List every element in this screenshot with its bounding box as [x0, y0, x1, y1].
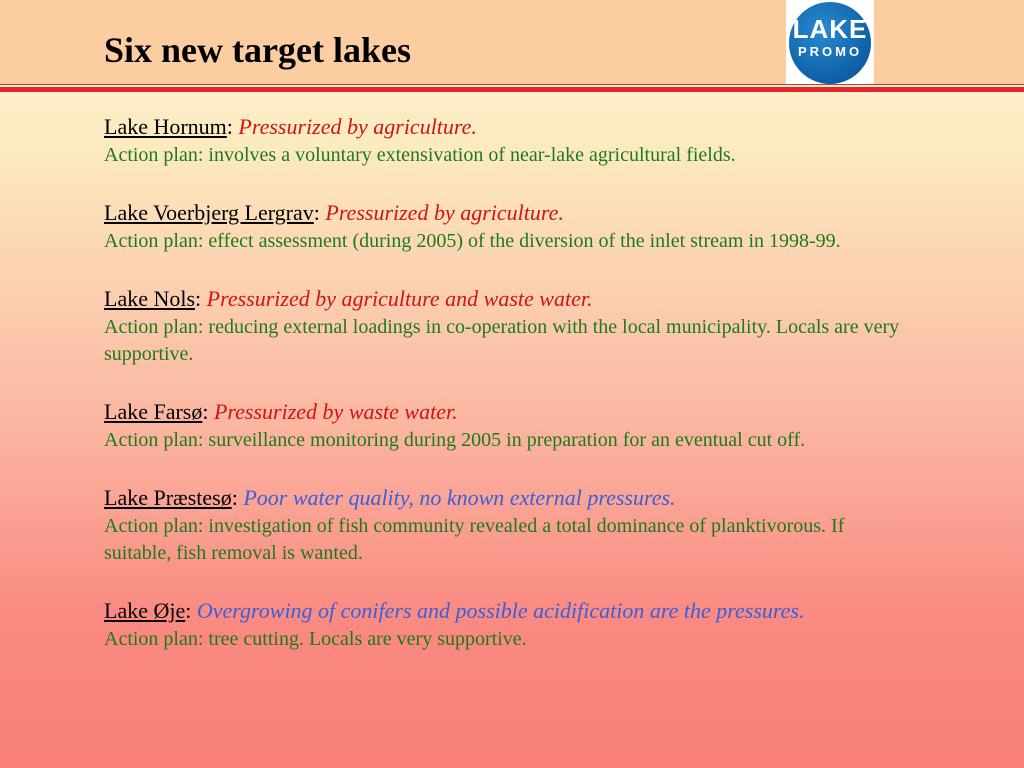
lake-heading: Lake Nols: Pressurized by agriculture and waste water. [104, 286, 593, 311]
lake-pressure: Pressurized by agriculture. [325, 200, 564, 225]
lake-heading: Lake Voerbjerg Lergrav: Pressurized by agriculture. [104, 200, 564, 225]
lake-entry-farso [104, 397, 944, 454]
lake-entry-hornum [104, 112, 944, 169]
lake-heading: Lake Hornum: Pressurized by agriculture. [104, 114, 477, 139]
lake-name: Lake Nols [104, 286, 196, 311]
lake-entry-oje [104, 596, 944, 653]
lake-action-plan: Action plan: investigation of fish community revealed a total dominance of planktivorous. If suitable, fish removal is wanted. [104, 515, 845, 564]
logo-text-line2: PROMO [797, 44, 863, 59]
lake-name: Lake Hornum [104, 114, 227, 139]
lake-promo-logo [786, 0, 874, 84]
lake-action-plan: Action plan: reducing external loadings in co-operation with the local municipality. Locals are very supportive. [104, 316, 900, 365]
lake-pressure: Poor water quality, no known external pressures. [243, 485, 676, 510]
lake-heading: Lake Farsø: Pressurized by waste water. [104, 399, 458, 424]
logo-text-line1: LAKE [792, 14, 868, 44]
lake-entry-praesteso [104, 483, 944, 567]
lake-action-plan: Action plan: involves a voluntary extensivation of near-lake agricultural fields. [104, 144, 736, 166]
lake-name: Lake Præstesø [104, 485, 232, 510]
lake-entry-nols [104, 284, 944, 368]
slide-title: Six new target lakes [104, 30, 411, 70]
lake-pressure: Overgrowing of conifers and possible acidification are the pressures. [196, 598, 805, 623]
lake-list [104, 112, 944, 682]
lake-name: Lake Øje [104, 598, 186, 623]
lake-entry-voerbjerg-lergrav [104, 198, 944, 255]
lake-pressure: Pressurized by waste water. [213, 399, 458, 424]
lake-pressure: Pressurized by agriculture and waste water. [206, 286, 593, 311]
lake-action-plan: Action plan: surveillance monitoring during 2005 in preparation for an eventual cut off. [104, 429, 806, 451]
lake-heading: Lake Øje: Overgrowing of conifers and possible acidification are the pressures. [104, 598, 805, 623]
title-divider [0, 87, 1024, 92]
lake-name: Lake Voerbjerg Lergrav [104, 200, 314, 225]
lake-name: Lake Farsø [104, 399, 203, 424]
lake-action-plan: Action plan: tree cutting. Locals are very supportive. [104, 628, 527, 650]
lake-pressure: Pressurized by agriculture. [238, 114, 477, 139]
lake-heading: Lake Præstesø: Poor water quality, no known external pressures. [104, 485, 676, 510]
lake-action-plan: Action plan: effect assessment (during 2005) of the diversion of the inlet stream in 1998-99. [104, 230, 841, 252]
